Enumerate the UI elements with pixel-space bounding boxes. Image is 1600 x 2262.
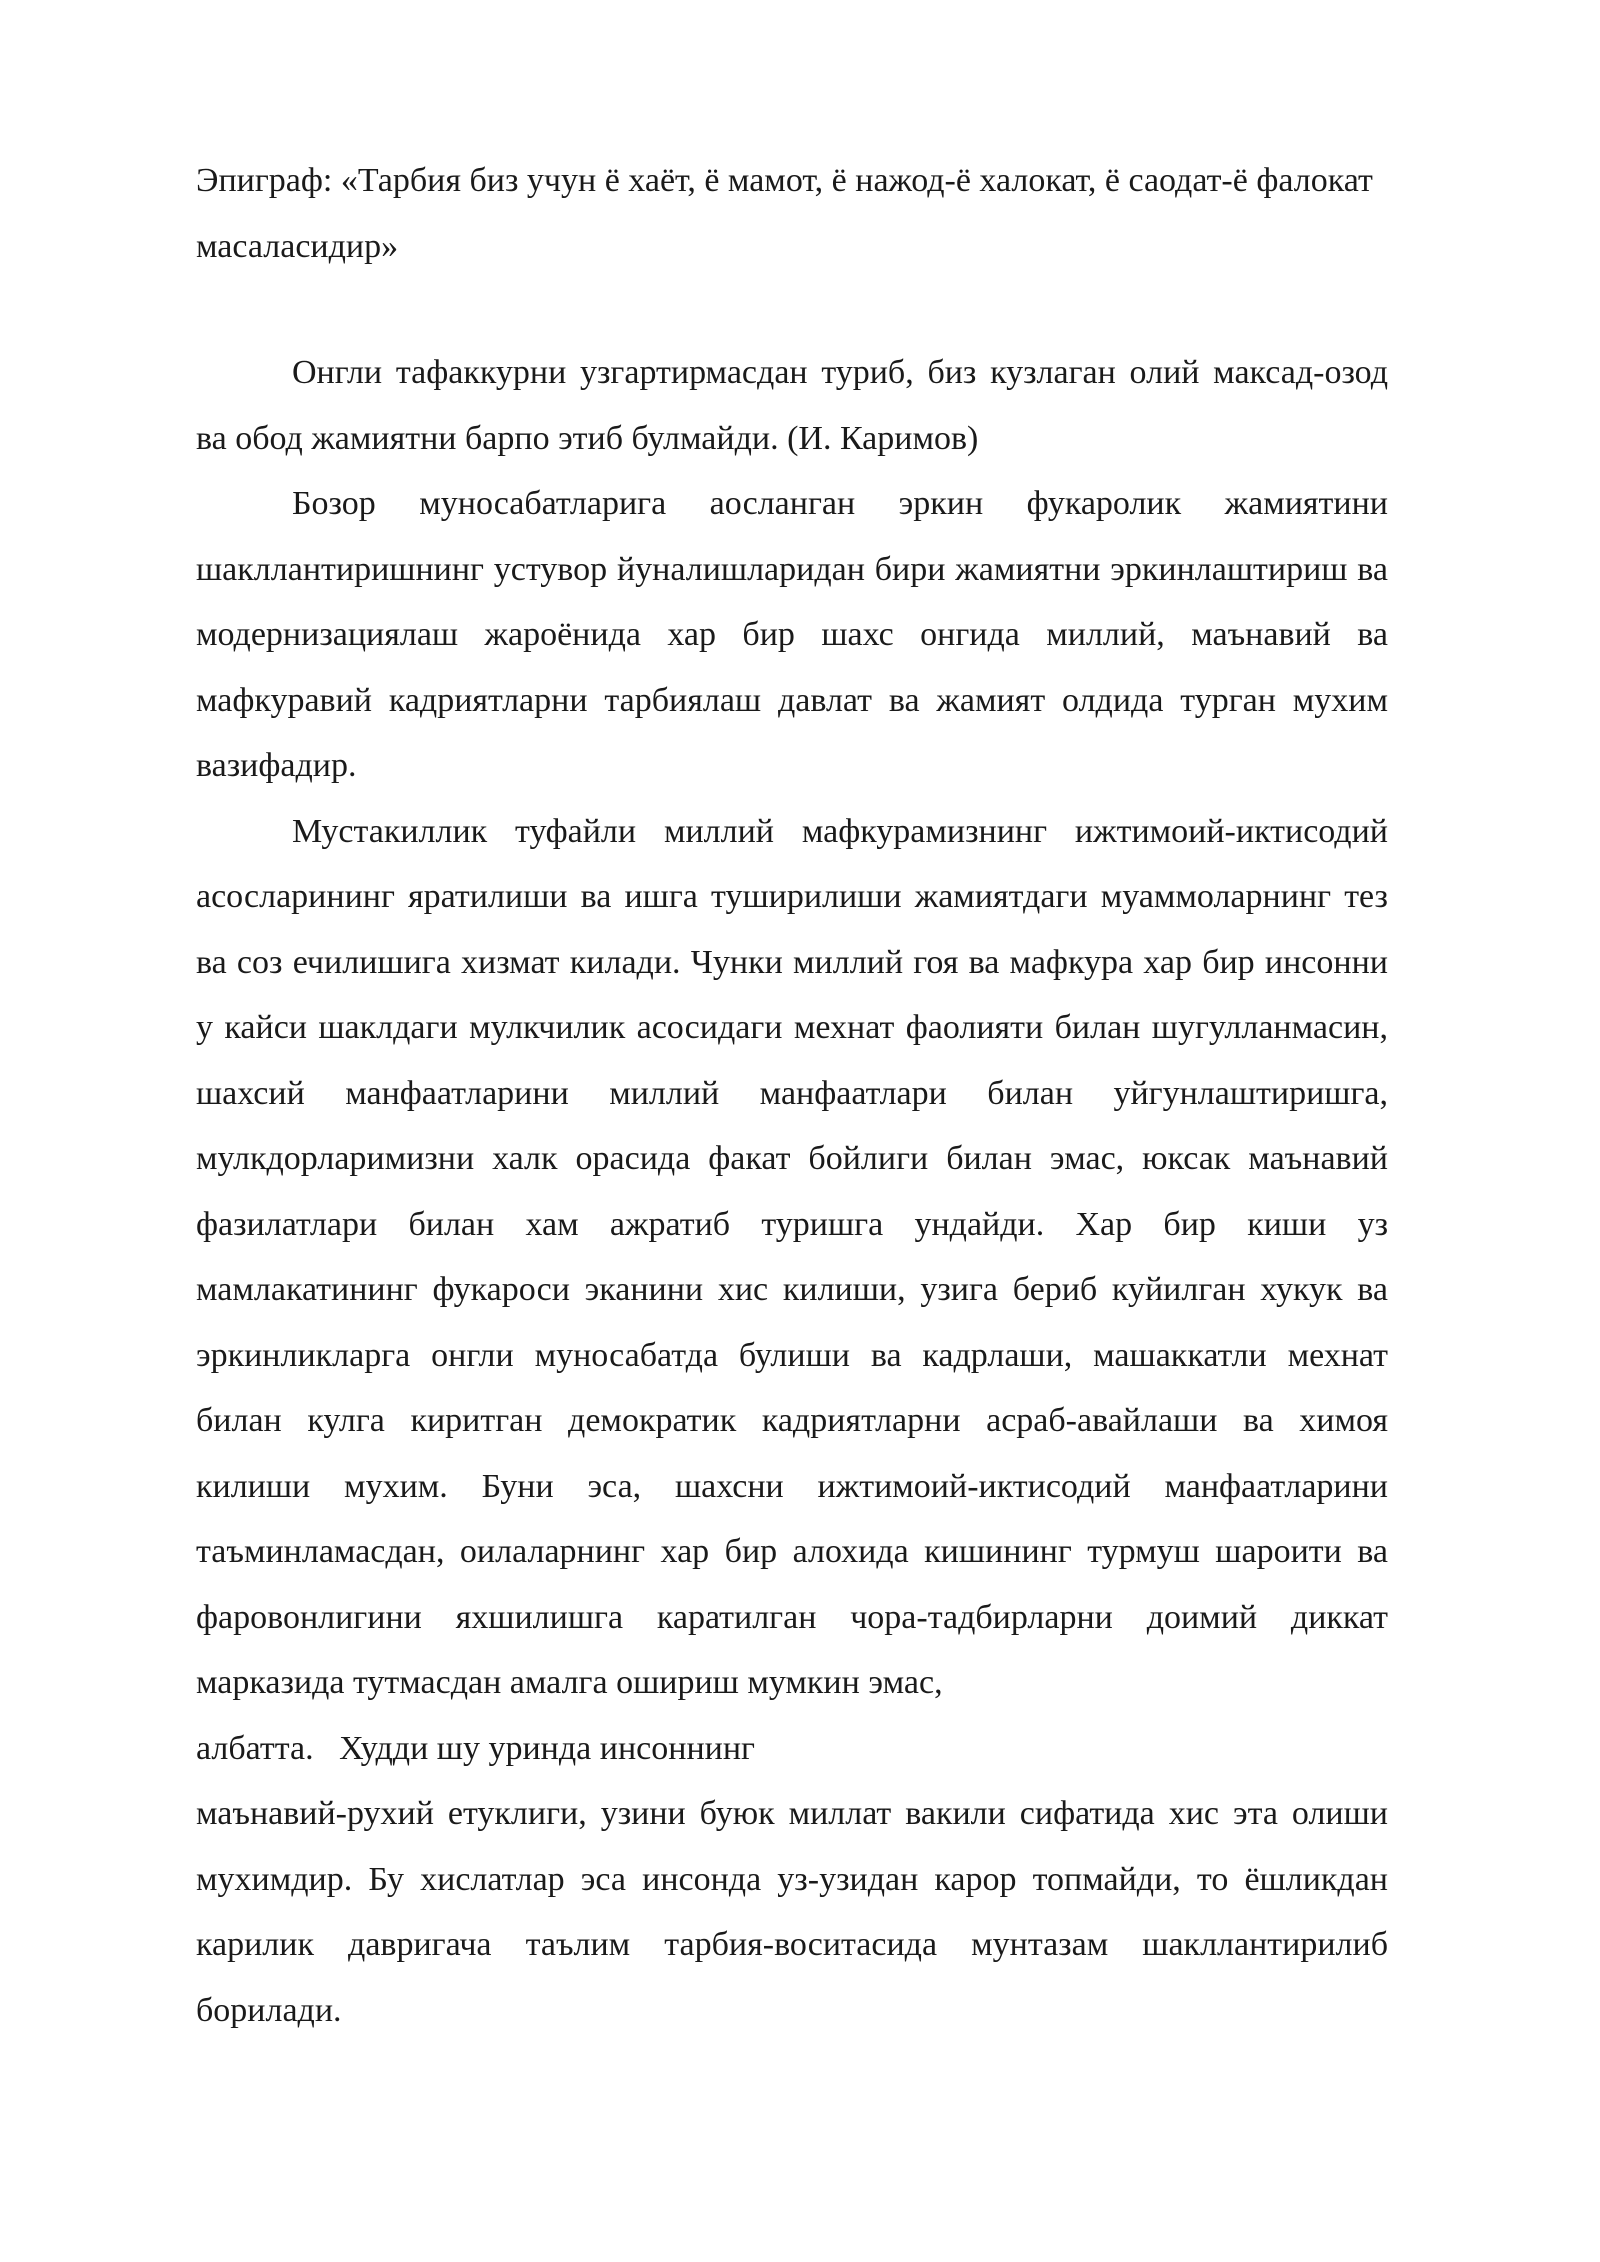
document-body	[196, 148, 1388, 2043]
paragraph: Мустакиллик туфайли миллий мафкурамизнинг ижтимоий-иктисодий асосларининг яратилиши ва ишга туширилиши жамиятдаги муаммоларнинг тез ва соз ечилишига хизмат килади. Чунки миллий гоя ва мафкура хар бир инсонни у кайси шаклдаги мулкчилик асосидаги мехнат фаолияти билан шугулланмасин, шахсий манфаатларини миллий манфаатлари билан уйгунлаштиришга, мулкдорларимизни халк орасида факат бойлиги билан эмас, юксак маънавий фазилатлари билан хам ажратиб туришга ундайди. Хар бир киши уз мамлакатининг фукароси эканини хис килиши, узига бериб куйилган хукук ва эркинликларга онгли муносабатда булиши ва кадрлаши, машаккатли мехнат билан кулга киритган демократик кадриятларни асраб-авайлаши ва химоя килиши мухим. Буни эса, шахсни ижтимоий-иктисодий манфаатларини таъминламасдан, оилаларнинг хар бир алохида кишининг турмуш шароити ва фаровонлигини яхшилишга каратилган чора-тадбирларни доимий диккат марказида тутмасдан амалга ошириш мумкин эмас,	[196, 812, 1388, 1701]
quote-paragraph: Онгли тафаккурни узгартирмасдан туриб, биз кузлаган олий максад-озод ва обод жамиятни барпо этиб булмайди. (И. Каримов)	[196, 354, 1388, 457]
paragraph-tail-line: албатта. Худди шу уринда инсоннинг	[196, 1729, 755, 1767]
blank-line	[196, 280, 1388, 340]
paragraph: маънавий-рухий етуклиги, узини буюк миллат вакили сифатида хис эта олиши мухимдир. Бу хислатлар эса инсонда уз-узидан карор топмайди, то ёшликдан карилик давригача таълим тарбия-воситасида мунтазам шакллантирилиб борилади.	[196, 1795, 1388, 2029]
epigraph: Эпиграф: «Тарбия биз учун ё хаёт, ё мамот, ё нажод-ё халокат, ё саодат-ё фалокат масаласидир»	[196, 162, 1373, 265]
paragraph: Бозор муносабатларига аосланган эркин фукаролик жамиятини шакллантиришнинг устувор йуналишларидан бири жамиятни эркинлаштириш ва модернизациялаш жароёнида хар бир шахс онгида миллий, маънавий ва мафкуравий кадриятларни тарбиялаш давлат ва жамият олдида турган мухим вазифадир.	[196, 485, 1388, 784]
